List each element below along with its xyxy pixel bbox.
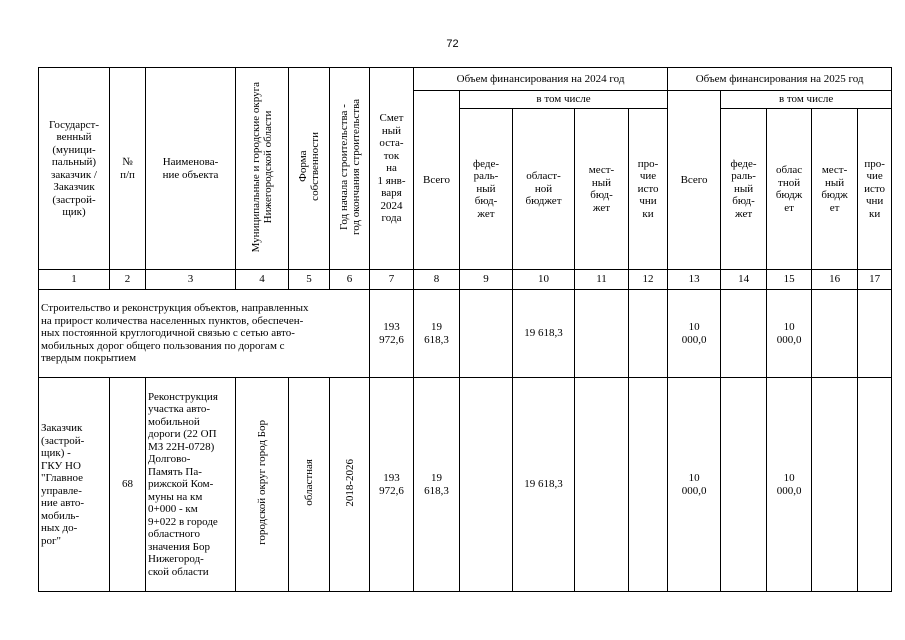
header-estimate-balance: Смет ный оста- ток на 1 янв- варя 2024 года: [370, 68, 414, 270]
row-ownership: областная: [289, 378, 330, 592]
row-federal-2024: [460, 378, 513, 592]
summary-regional-2025: 10 000,0: [767, 290, 812, 378]
row-district: городской округ город Бор: [236, 378, 289, 592]
col-number: 6: [330, 270, 370, 290]
header-financing-2024: Объем финансирования на 2024 год: [414, 68, 668, 91]
summary-local-2024: [575, 290, 629, 378]
row-object-name: Реконструкция участка авто- мобильной дороги (22 ОП МЗ 22Н-0728) Долгово- Память Па- рижской Ком- муны на км 0+000 - км 9+022 в городе областного значения Бор Нижегород- ской области: [146, 378, 236, 592]
col-number: 13: [668, 270, 721, 290]
row-regional-2024: 19 618,3: [513, 378, 575, 592]
row-local-2024: [575, 378, 629, 592]
header-including-2024: в том числе: [460, 91, 668, 109]
col-number: 14: [721, 270, 767, 290]
summary-other-2024: [629, 290, 668, 378]
header-years: Год начала строительства - год окончания строительства: [330, 68, 370, 270]
row-estimate-balance: 193 972,6: [370, 378, 414, 592]
header-total-2024: Всего: [414, 91, 460, 270]
header-federal-2024: феде- раль- ный бюд- жет: [460, 109, 513, 270]
summary-total-2024: 19 618,3: [414, 290, 460, 378]
col-number: 2: [110, 270, 146, 290]
header-federal-2025: феде- раль- ный бюд- жет: [721, 109, 767, 270]
col-number: 16: [812, 270, 858, 290]
col-number: 4: [236, 270, 289, 290]
row-regional-2025: 10 000,0: [767, 378, 812, 592]
summary-other-2025: [858, 290, 892, 378]
col-number: 5: [289, 270, 330, 290]
summary-federal-2025: [721, 290, 767, 378]
header-local-2025: мест- ный бюдж ет: [812, 109, 858, 270]
header-regional-2025: облас тной бюдж ет: [767, 109, 812, 270]
row-number: 68: [110, 378, 146, 592]
row-years: 2018-2026: [330, 378, 370, 592]
col-number: 15: [767, 270, 812, 290]
col-number: 10: [513, 270, 575, 290]
table-row: [39, 378, 892, 592]
header-other-2024: про- чие исто чни ки: [629, 109, 668, 270]
col-number: 12: [629, 270, 668, 290]
col-number: 1: [39, 270, 110, 290]
row-total-2024: 19 618,3: [414, 378, 460, 592]
summary-description: Строительство и реконструкция объектов, направленных на прирост количества населенных пунктов, обеспечен- ных постоянной круглогодичной связью с сетью авто- мобильных дорог общего пользования по дорогам с твердым покрытием: [39, 290, 370, 378]
summary-estimate-balance: 193 972,6: [370, 290, 414, 378]
row-other-2024: [629, 378, 668, 592]
header-object-name: Наименова- ние объекта: [146, 68, 236, 270]
header-ownership: Форма собственности: [289, 68, 330, 270]
col-number: 9: [460, 270, 513, 290]
header-total-2025: Всего: [668, 91, 721, 270]
header-other-2025: про- чие исто чни ки: [858, 109, 892, 270]
row-other-2025: [858, 378, 892, 592]
summary-local-2025: [812, 290, 858, 378]
col-number: 11: [575, 270, 629, 290]
col-number: 7: [370, 270, 414, 290]
header-customer: Государст- венный (муници- пальный) заказчик / Заказчик (застрой- щик): [39, 68, 110, 270]
header-financing-2025: Объем финансирования на 2025 год: [668, 68, 892, 91]
summary-regional-2024: 19 618,3: [513, 290, 575, 378]
col-number: 8: [414, 270, 460, 290]
col-number: 3: [146, 270, 236, 290]
header-regional-2024: област- ной бюджет: [513, 109, 575, 270]
summary-row: [39, 290, 892, 378]
col-number: 17: [858, 270, 892, 290]
page-number: 72: [446, 38, 459, 50]
row-customer: Заказчик (застрой- щик) - ГКУ НО "Главное управле- ние авто- мобиль- ных до- рог": [39, 378, 110, 592]
header-number: № п/п: [110, 68, 146, 270]
header-district: Муниципальные и городские округа Нижегородской области: [236, 68, 289, 270]
row-federal-2025: [721, 378, 767, 592]
summary-total-2025: 10 000,0: [668, 290, 721, 378]
column-numbers-row: [39, 270, 892, 290]
row-local-2025: [812, 378, 858, 592]
header-including-2025: в том числе: [721, 91, 892, 109]
summary-federal-2024: [460, 290, 513, 378]
header-local-2024: мест- ный бюд- жет: [575, 109, 629, 270]
row-total-2025: 10 000,0: [668, 378, 721, 592]
financing-table: [38, 67, 892, 592]
